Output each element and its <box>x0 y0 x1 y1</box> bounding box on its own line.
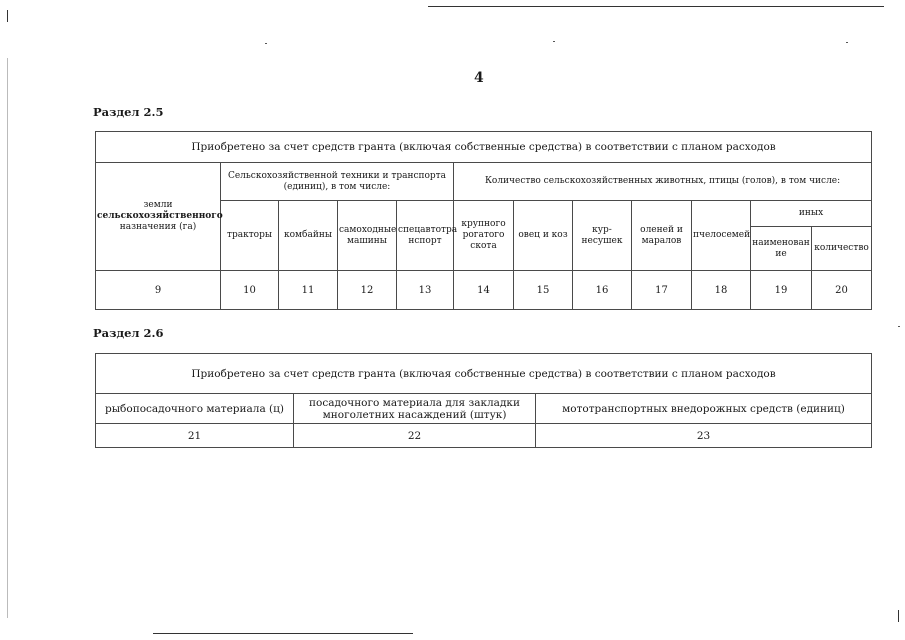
column-number: 18 <box>692 271 751 310</box>
section-2-6-title: Раздел 2.6 <box>93 326 164 340</box>
column-number: 16 <box>573 271 632 310</box>
scan-line-bottom <box>153 633 413 634</box>
page-number: 4 <box>474 70 484 86</box>
col-bee-colonies: пчелосемей <box>692 201 751 271</box>
col-cattle: крупного рогатого скота <box>454 201 514 271</box>
column-number: 19 <box>751 271 812 310</box>
col-tractors: тракторы <box>221 201 279 271</box>
scan-mark-left-lower <box>7 58 8 618</box>
scan-mark-left <box>7 10 8 22</box>
section-2-5-table <box>95 131 872 310</box>
animals-group-header: Количество сельскохозяйственных животных, птицы (голов), в том числе: <box>454 163 872 201</box>
col-other-quantity: количество <box>812 227 872 271</box>
section-2-6-table <box>95 353 872 448</box>
other-group-header: иных <box>751 201 872 227</box>
column-number: 21 <box>96 424 294 448</box>
column-number: 9 <box>96 271 221 310</box>
column-number: 17 <box>632 271 692 310</box>
column-number: 13 <box>397 271 454 310</box>
scan-speck <box>553 41 555 42</box>
section-2-5-title: Раздел 2.5 <box>93 105 164 119</box>
section-2-6-header: Приобретено за счет средств гранта (включая собственные средства) в соответствии с планом расходов <box>96 354 872 394</box>
col-offroad-vehicles: мототранспортных внедорожных средств (единиц) <box>536 394 872 424</box>
scan-line-top <box>428 6 884 7</box>
scan-speck <box>846 42 848 43</box>
column-number: 23 <box>536 424 872 448</box>
land-column-header: земли сельскохозяйственного назначения (га) <box>96 163 221 271</box>
column-number: 10 <box>221 271 279 310</box>
col-other-name: наименован ие <box>751 227 812 271</box>
col-laying-hens: кур- несушек <box>573 201 632 271</box>
col-fish-stock: рыбопосадочного материала (ц) <box>96 394 294 424</box>
section-2-5-header: Приобретено за счет средств гранта (включая собственные средства) в соответствии с планом расходов <box>96 132 872 163</box>
column-number: 20 <box>812 271 872 310</box>
col-deer: оленей и маралов <box>632 201 692 271</box>
col-sheep-goats: овец и коз <box>514 201 573 271</box>
col-special-vehicles: спецавтотра нспорт <box>397 201 454 271</box>
col-self-propelled: самоходные машины <box>338 201 397 271</box>
col-planting-material: посадочного материала для закладки многолетних насаждений (штук) <box>294 394 536 424</box>
column-number: 22 <box>294 424 536 448</box>
scan-speck <box>265 43 267 44</box>
column-number: 11 <box>279 271 338 310</box>
machinery-group-header: Сельскохозяйственной техники и транспорта (единиц), в том числе: <box>221 163 454 201</box>
column-number: 14 <box>454 271 514 310</box>
column-number: 12 <box>338 271 397 310</box>
column-number: 15 <box>514 271 573 310</box>
scan-mark-right <box>898 610 899 622</box>
scan-speck <box>898 326 900 327</box>
col-combines: комбайны <box>279 201 338 271</box>
